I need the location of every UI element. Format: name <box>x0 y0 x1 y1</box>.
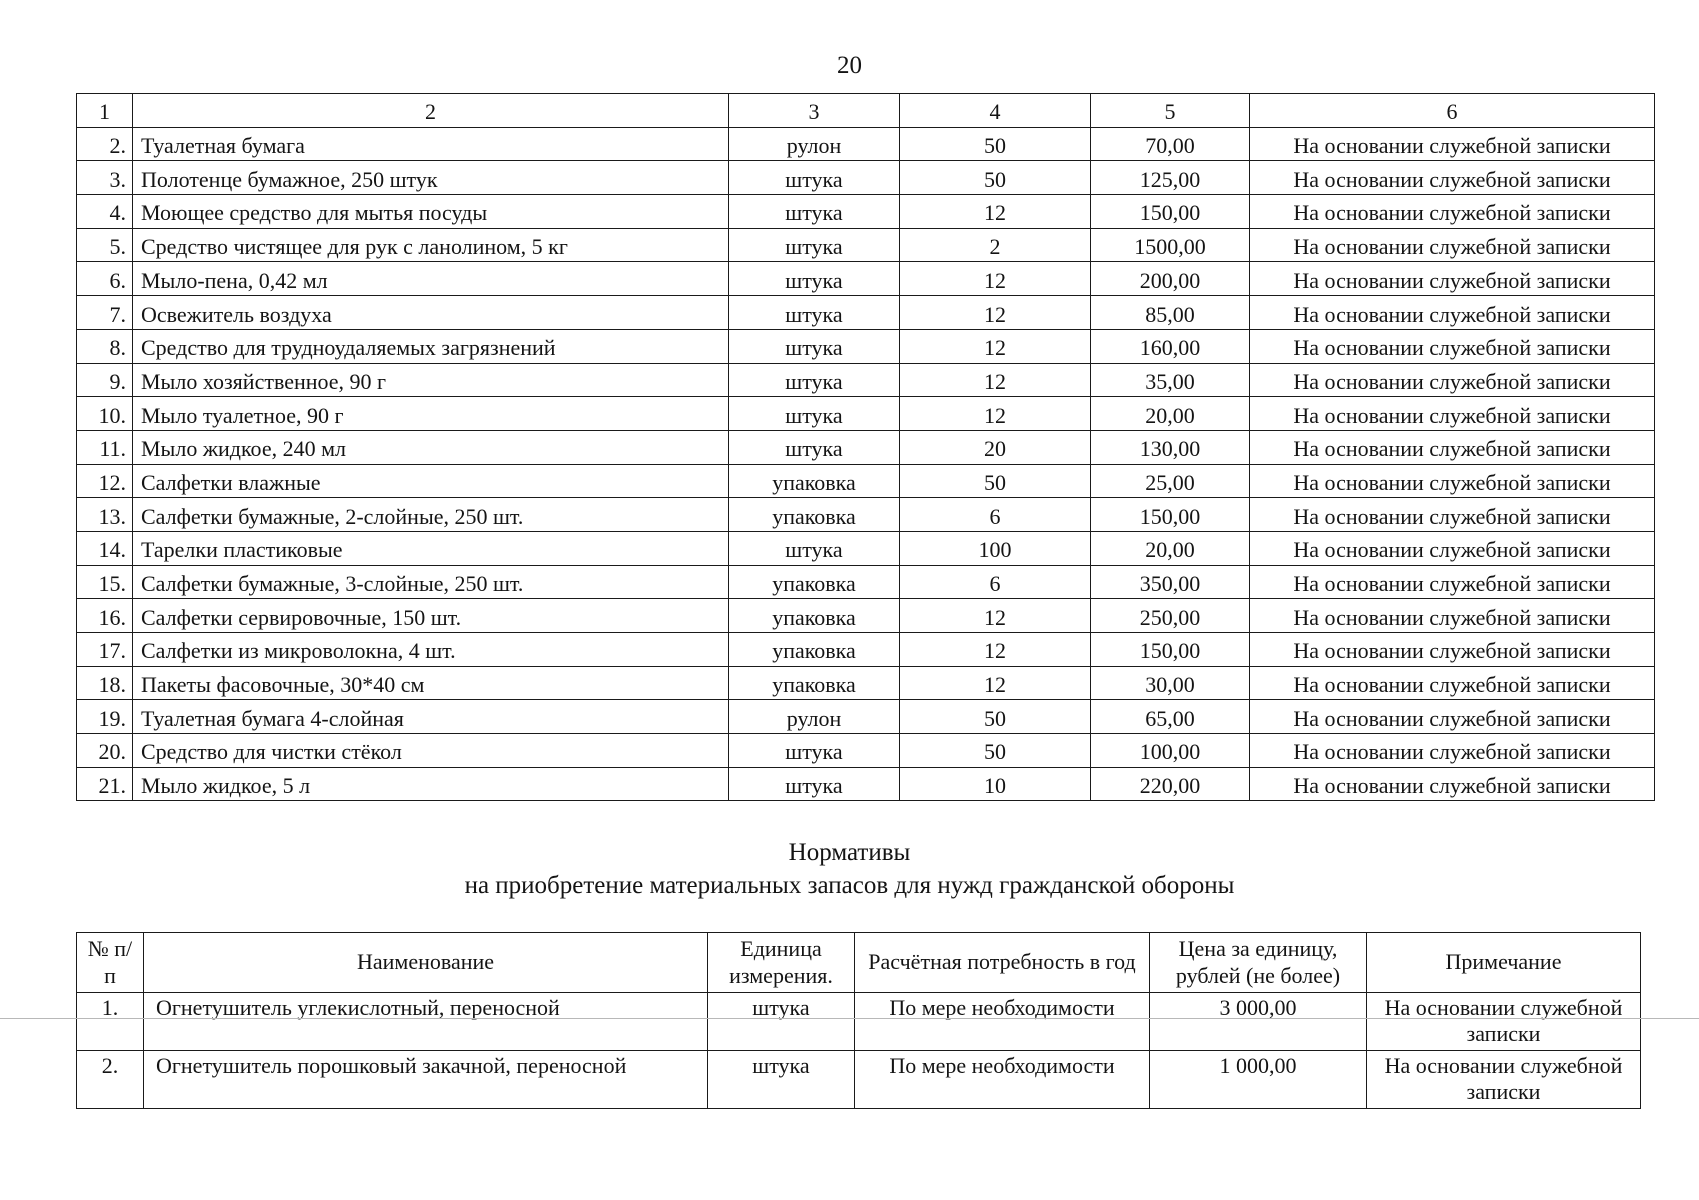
item-note: На основании служебной записки <box>1250 430 1655 464</box>
table-row <box>77 161 1655 195</box>
item-price: 30,00 <box>1091 666 1250 700</box>
item-price: 150,00 <box>1091 195 1250 229</box>
item-quantity: 12 <box>900 666 1091 700</box>
item-price: 70,00 <box>1091 127 1250 161</box>
item-unit: упаковка <box>729 599 900 633</box>
table-row <box>77 329 1655 363</box>
item-note: На основании служебной записки <box>1250 296 1655 330</box>
item-price: 150,00 <box>1091 498 1250 532</box>
table-row <box>77 430 1655 464</box>
item-note: На основании служебной записки <box>1250 397 1655 431</box>
item-price: 250,00 <box>1091 599 1250 633</box>
table-row <box>77 262 1655 296</box>
item-quantity: 50 <box>900 127 1091 161</box>
item-name: Мыло-пена, 0,42 мл <box>133 262 729 296</box>
table-row <box>77 565 1655 599</box>
column-number-cell: 1 <box>77 94 133 128</box>
table-row <box>77 700 1655 734</box>
item-name: Тарелки пластиковые <box>133 531 729 565</box>
item-demand: По мере необходимости <box>855 993 1150 1051</box>
item-quantity: 2 <box>900 228 1091 262</box>
table-row <box>77 599 1655 633</box>
item-note: На основании служебной записки <box>1250 498 1655 532</box>
row-number: 17. <box>77 633 133 667</box>
item-quantity: 50 <box>900 734 1091 768</box>
item-unit: упаковка <box>729 633 900 667</box>
item-name: Туалетная бумага 4-слойная <box>133 700 729 734</box>
item-demand: По мере необходимости <box>855 1050 1150 1108</box>
item-name: Огнетушитель порошковый закачной, переносной <box>144 1050 708 1108</box>
table-row <box>77 734 1655 768</box>
header-demand: Расчётная потребность в год <box>855 933 1150 993</box>
item-price: 35,00 <box>1091 363 1250 397</box>
section-title: Нормативы <box>788 839 911 866</box>
item-price: 220,00 <box>1091 767 1250 801</box>
item-unit: штука <box>729 397 900 431</box>
item-name: Салфетки бумажные, 3-слойные, 250 шт. <box>133 565 729 599</box>
item-note: На основании служебной записки <box>1250 633 1655 667</box>
item-note: На основании служебной записки <box>1250 531 1655 565</box>
item-price: 1 000,00 <box>1150 1050 1367 1108</box>
header-note: Примечание <box>1367 933 1641 993</box>
scan-artifact-line <box>0 1018 1699 1019</box>
table-row <box>77 195 1655 229</box>
row-number: 11. <box>77 430 133 464</box>
table-row <box>77 296 1655 330</box>
item-unit: штука <box>708 1050 855 1108</box>
row-number: 4. <box>77 195 133 229</box>
item-name: Мыло жидкое, 240 мл <box>133 430 729 464</box>
item-quantity: 50 <box>900 161 1091 195</box>
item-name: Полотенце бумажное, 250 штук <box>133 161 729 195</box>
table-row <box>77 1050 1641 1108</box>
item-quantity: 12 <box>900 262 1091 296</box>
item-quantity: 12 <box>900 296 1091 330</box>
item-price: 20,00 <box>1091 397 1250 431</box>
row-number: 8. <box>77 329 133 363</box>
item-price: 65,00 <box>1091 700 1250 734</box>
item-price: 130,00 <box>1091 430 1250 464</box>
item-unit: рулон <box>729 127 900 161</box>
column-number-cell: 4 <box>900 94 1091 128</box>
section-subtitle: на приобретение материальных запасов для нужд гражданской обороны <box>464 872 1235 899</box>
item-quantity: 12 <box>900 599 1091 633</box>
item-unit: упаковка <box>729 565 900 599</box>
item-unit: штука <box>729 195 900 229</box>
page-number: 20 <box>837 52 862 79</box>
column-number-cell: 2 <box>133 94 729 128</box>
table-row <box>77 498 1655 532</box>
item-note: На основании служебной записки <box>1367 993 1641 1051</box>
row-number: 5. <box>77 228 133 262</box>
item-quantity: 6 <box>900 565 1091 599</box>
item-price: 200,00 <box>1091 262 1250 296</box>
item-name: Огнетушитель углекислотный, переносной <box>144 993 708 1051</box>
item-unit: штука <box>708 993 855 1051</box>
item-unit: штука <box>729 767 900 801</box>
row-number: 13. <box>77 498 133 532</box>
item-price: 100,00 <box>1091 734 1250 768</box>
item-note: На основании служебной записки <box>1250 363 1655 397</box>
item-note: На основании служебной записки <box>1250 666 1655 700</box>
item-quantity: 6 <box>900 498 1091 532</box>
header-price: Цена за единицу, рублей (не более) <box>1150 933 1367 993</box>
item-price: 25,00 <box>1091 464 1250 498</box>
item-note: На основании служебной записки <box>1250 700 1655 734</box>
table-row <box>77 633 1655 667</box>
column-number-cell: 5 <box>1091 94 1250 128</box>
item-note: На основании служебной записки <box>1250 734 1655 768</box>
item-unit: штука <box>729 296 900 330</box>
row-number: 12. <box>77 464 133 498</box>
item-quantity: 12 <box>900 329 1091 363</box>
row-number: 15. <box>77 565 133 599</box>
item-note: На основании служебной записки <box>1250 262 1655 296</box>
item-unit: упаковка <box>729 498 900 532</box>
row-number: 10. <box>77 397 133 431</box>
table-row <box>77 767 1655 801</box>
item-name: Освежитель воздуха <box>133 296 729 330</box>
item-price: 150,00 <box>1091 633 1250 667</box>
item-note: На основании служебной записки <box>1250 195 1655 229</box>
item-note: На основании служебной записки <box>1250 599 1655 633</box>
table-row <box>77 397 1655 431</box>
row-number: 18. <box>77 666 133 700</box>
row-number: 1. <box>77 993 144 1051</box>
item-note: На основании служебной записки <box>1250 767 1655 801</box>
item-name: Салфетки из микроволокна, 4 шт. <box>133 633 729 667</box>
table-row <box>77 993 1641 1051</box>
table-header-row <box>77 933 1641 993</box>
header-number: № п/п <box>77 933 144 993</box>
item-name: Мыло жидкое, 5 л <box>133 767 729 801</box>
item-quantity: 10 <box>900 767 1091 801</box>
item-price: 85,00 <box>1091 296 1250 330</box>
item-quantity: 50 <box>900 464 1091 498</box>
item-quantity: 100 <box>900 531 1091 565</box>
table-header-row <box>77 94 1655 128</box>
header-name: Наименование <box>144 933 708 993</box>
row-number: 3. <box>77 161 133 195</box>
item-unit: штука <box>729 363 900 397</box>
row-number: 6. <box>77 262 133 296</box>
row-number: 16. <box>77 599 133 633</box>
column-number-cell: 3 <box>729 94 900 128</box>
row-number: 7. <box>77 296 133 330</box>
item-name: Мыло хозяйственное, 90 г <box>133 363 729 397</box>
table-row <box>77 127 1655 161</box>
item-name: Средство для чистки стёкол <box>133 734 729 768</box>
item-price: 1500,00 <box>1091 228 1250 262</box>
item-price: 3 000,00 <box>1150 993 1367 1051</box>
item-unit: штука <box>729 329 900 363</box>
item-unit: штука <box>729 531 900 565</box>
table-row <box>77 363 1655 397</box>
item-name: Моющее средство для мытья посуды <box>133 195 729 229</box>
item-note: На основании служебной записки <box>1250 464 1655 498</box>
item-note: На основании служебной записки <box>1250 329 1655 363</box>
item-note: На основании служебной записки <box>1367 1050 1641 1108</box>
row-number: 19. <box>77 700 133 734</box>
item-note: На основании служебной записки <box>1250 565 1655 599</box>
item-price: 20,00 <box>1091 531 1250 565</box>
item-name: Салфетки влажные <box>133 464 729 498</box>
item-quantity: 12 <box>900 195 1091 229</box>
item-quantity: 12 <box>900 397 1091 431</box>
table-row <box>77 666 1655 700</box>
item-unit: упаковка <box>729 666 900 700</box>
item-price: 125,00 <box>1091 161 1250 195</box>
table-row <box>77 228 1655 262</box>
row-number: 21. <box>77 767 133 801</box>
row-number: 14. <box>77 531 133 565</box>
item-quantity: 20 <box>900 430 1091 464</box>
item-quantity: 12 <box>900 363 1091 397</box>
row-number: 9. <box>77 363 133 397</box>
column-number-cell: 6 <box>1250 94 1655 128</box>
item-unit: упаковка <box>729 464 900 498</box>
table-row <box>77 464 1655 498</box>
item-name: Средство чистящее для рук с ланолином, 5 кг <box>133 228 729 262</box>
item-note: На основании служебной записки <box>1250 127 1655 161</box>
item-unit: штука <box>729 161 900 195</box>
item-unit: рулон <box>729 700 900 734</box>
item-unit: штука <box>729 734 900 768</box>
table-row <box>77 531 1655 565</box>
header-unit: Единица измерения. <box>708 933 855 993</box>
item-name: Пакеты фасовочные, 30*40 см <box>133 666 729 700</box>
item-price: 160,00 <box>1091 329 1250 363</box>
item-unit: штука <box>729 228 900 262</box>
civil-defense-table <box>76 932 1641 1109</box>
item-quantity: 12 <box>900 633 1091 667</box>
item-name: Салфетки сервировочные, 150 шт. <box>133 599 729 633</box>
item-unit: штука <box>729 262 900 296</box>
item-note: На основании служебной записки <box>1250 161 1655 195</box>
item-name: Салфетки бумажные, 2-слойные, 250 шт. <box>133 498 729 532</box>
row-number: 2. <box>77 127 133 161</box>
item-name: Мыло туалетное, 90 г <box>133 397 729 431</box>
row-number: 20. <box>77 734 133 768</box>
supplies-table <box>76 93 1655 801</box>
item-note: На основании служебной записки <box>1250 228 1655 262</box>
item-quantity: 50 <box>900 700 1091 734</box>
item-price: 350,00 <box>1091 565 1250 599</box>
row-number: 2. <box>77 1050 144 1108</box>
item-unit: штука <box>729 430 900 464</box>
item-name: Средство для трудноудаляемых загрязнений <box>133 329 729 363</box>
item-name: Туалетная бумага <box>133 127 729 161</box>
